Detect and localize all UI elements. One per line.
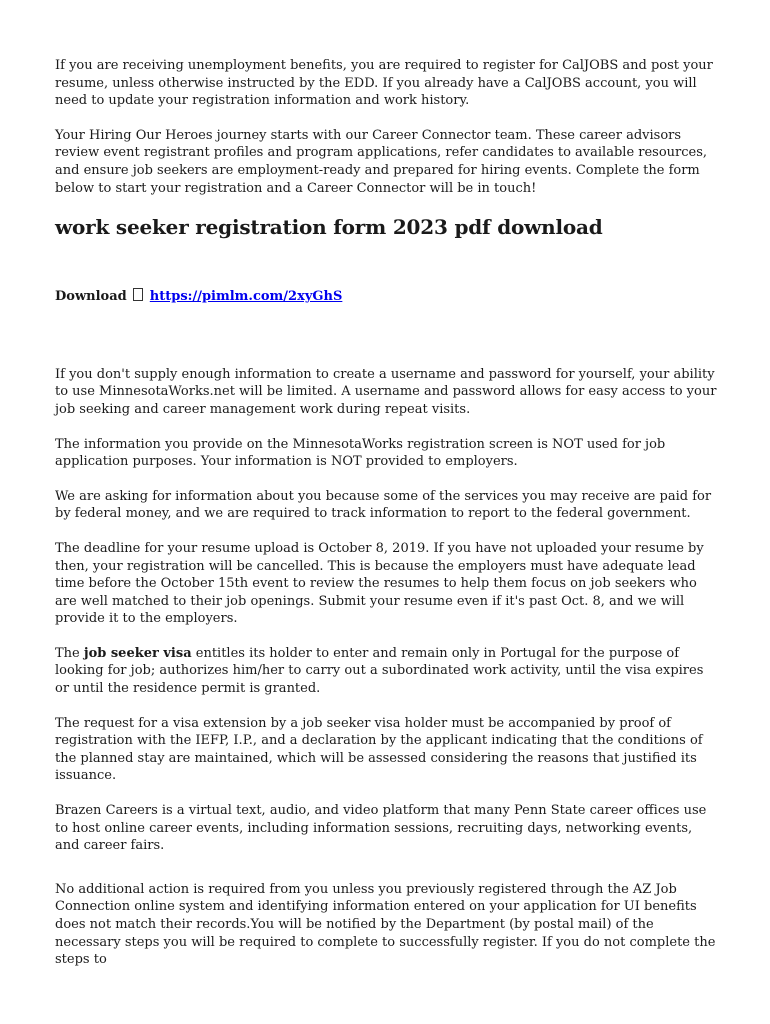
download-link[interactable]: https://pimlm.com/2xyGhS [149,289,343,305]
paragraph-minnesotaworks-info: The information you provide on the MinnesotaWorks registration screen is NOT used for job application purposes. Your information is NOT provided to employers. [55,436,666,470]
download-line [55,288,717,306]
paragraph-az-job-connection: No additional action is required from you unless you previously registered through the AZ Job Connection online system and identifying information entered on your application for UI benefits does not match their records.You will be notified by the Department (by postal mail) of the necessary steps you will be required to complete to successfully register. If you do not complete the steps to [55,881,716,968]
arrow-icon [133,288,143,301]
paragraph-job-seeker-visa [55,645,717,698]
visa-suffix: entitles its holder to enter and remain only in Portugal for the purpose of looking for job; authorizes him/her to carry out a subordinated work activity, until the visa expires or until the residence permit is granted. [55,645,704,697]
visa-prefix: The [55,645,84,661]
intro-paragraph-caljobs: If you are receiving unemployment benefits, you are required to register for CalJOBS and post your resume, unless otherwise instructed by the EDD. If you already have a CalJOBS account, you will need to update your registration information and work history. [55,58,713,109]
visa-bold-term: job seeker visa [83,645,192,661]
paragraph-minnesotaworks-username: If you don't supply enough information to create a username and password for yourself, your ability to use MinnesotaWorks.net will be limited. A username and password allows for easy access to your job seeking and career management work during repeat visits. [55,366,717,417]
spacer [55,306,717,366]
paragraph-brazen-careers: Brazen Careers is a virtual text, audio, and video platform that many Penn State career offices use to host online career events, including information sessions, recruiting days, networking events, and career fairs. [55,803,707,854]
document-page [55,57,717,986]
paragraph-federal-money: We are asking for information about you because some of the services you may receive are paid for by federal money, and we are required to track information to report to the federal government. [55,488,712,522]
paragraph-visa-extension: The request for a visa extension by a job seeker visa holder must be accompanied by proof of registration with the IEFP, I.P., and a declaration by the applicant indicating that the conditions of the planned stay are maintained, which will be assessed considering the reasons that justified its issuance. [55,715,703,784]
intro-paragraph-hiring-our-heroes: Your Hiring Our Heroes journey starts with our Career Connector team. These career advisors review event registrant profiles and program applications, refer candidates to available resources, and ensure job seekers are employment-ready and prepared for hiring events. Complete the form below to start your registration and a Career Connector will be in touch! [55,127,708,196]
download-label: Download [55,289,127,305]
spacer [55,872,717,881]
paragraph-resume-deadline: The deadline for your resume upload is October 8, 2019. If you have not uploaded your resume by then, your registration will be cancelled. This is because the employers must have adequate lead time before the October 15th event to review the resumes to help them focus on job seekers who are well matched to their job openings. Submit your resume even if it's past Oct. 8, and we will provide it to the employers. [55,540,704,627]
page-title: work seeker registration form 2023 pdf download [55,215,603,240]
